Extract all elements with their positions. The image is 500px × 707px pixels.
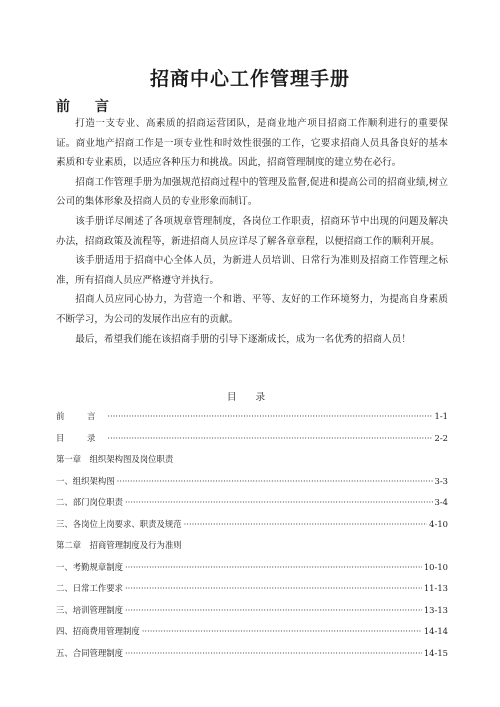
toc-entry-page: 14-15 <box>423 647 448 658</box>
toc-chapter: 第二章 招商管理制度及行为准则 <box>56 540 182 550</box>
toc-entry-label: 五、合同管理制度 <box>56 647 123 658</box>
toc-entry[interactable] <box>56 471 448 493</box>
preface-paragraph-1: 打造一支专业、高素质的招商运营团队，是商业地产项目招商工作顺利进行的重要保证。商业地产招商工作是一项专业性和时效性很强的工作，它要求招商人员具备良好的基本素质和专业素质，以适应各种压力和挑战。因此，招商管理制度的建立势在必行。 <box>56 118 448 169</box>
preface-paragraph-4: 该手册适用于招商中心全体人员，为新进人员培训、日常行为准则及招商工作管理之标准，所有招商人员应严格遵守并执行。 <box>56 255 448 286</box>
toc-leader-dots <box>125 578 422 600</box>
toc-entry-label: 三、培训管理制度 <box>56 604 123 615</box>
toc-entry-page: 3-4 <box>434 497 448 507</box>
toc-entry[interactable] <box>56 406 448 428</box>
toc-entry-page: 11-13 <box>423 583 448 593</box>
toc-entry-label: 四、招商费用管理制度 <box>56 626 140 636</box>
toc-entry-page: 13-13 <box>423 604 448 615</box>
toc-entry[interactable] <box>56 578 448 600</box>
toc-entry-page: 4-10 <box>429 518 448 529</box>
toc-entry-page: 1-1 <box>434 411 448 421</box>
toc-leader-dots <box>125 643 422 665</box>
toc-entry-label: 三、各岗位上岗要求、职责及规范 <box>56 518 182 529</box>
toc-entry-label: 二、日常工作要求 <box>56 583 123 593</box>
preface-paragraph-2: 招商工作管理手册为加强规范招商过程中的管理及监督,促进和提高公司的招商业绩,树立公司的集体形象及招商人员的专业形象而制订。 <box>56 176 448 208</box>
preface-body <box>56 114 448 349</box>
toc-entry[interactable] <box>56 514 448 536</box>
toc-entry-page: 3-3 <box>434 475 448 486</box>
toc-heading: 目 录 <box>226 392 274 403</box>
toc-leader-dots <box>125 600 422 622</box>
toc-entry[interactable] <box>56 600 448 622</box>
toc-entry[interactable] <box>56 557 448 579</box>
toc-entry-label: 一、考勤规章制度 <box>56 561 123 572</box>
preface-paragraph-3: 该手册详尽阐述了各项规章管理制度，各岗位工作职责，招商环节中出现的问题及解决办法，招商政策及流程等，新进招商人员应详尽了解各章章程，以便招商工作的顺利开展。 <box>56 215 448 247</box>
toc-leader-dots <box>117 471 433 493</box>
toc-entry-page: 14-14 <box>423 626 448 636</box>
preface-paragraph-5: 招商人员应同心协力，为营造一个和谐、平等、友好的工作环境努力，为提高自身素质不断学习，为公司的发展作出应有的贡献。 <box>56 294 448 325</box>
toc-entry-page: 10-10 <box>423 561 448 572</box>
toc-chapter: 第一章 组织架构图及岗位职责 <box>56 454 174 464</box>
toc-entry-label: 目 录 <box>56 432 106 443</box>
document-title: 招商中心工作管理手册 <box>149 68 350 90</box>
toc-entry[interactable] <box>56 428 448 450</box>
toc-leader-dots <box>142 621 422 643</box>
toc-leader-dots <box>184 514 428 536</box>
toc-entry[interactable] <box>56 492 448 514</box>
toc-entry-page: 2-2 <box>434 432 448 443</box>
preface-heading: 前 言 <box>56 99 119 115</box>
table-of-contents <box>56 406 448 664</box>
preface-paragraph-6: 最后，希望我们能在该招商手册的引导下逐渐成长，成为一名优秀的招商人员！ <box>75 333 411 345</box>
toc-entry[interactable] <box>56 621 448 643</box>
toc-leader-dots <box>107 406 432 428</box>
toc-entry[interactable] <box>56 643 448 665</box>
toc-entry-label: 一、组织架构图 <box>56 475 115 486</box>
toc-leader-dots <box>125 492 433 514</box>
toc-entry-label: 二、部门岗位职责 <box>56 497 123 507</box>
toc-entry-label: 前 言 <box>56 411 106 421</box>
toc-leader-dots <box>107 428 432 450</box>
toc-leader-dots <box>125 557 422 579</box>
